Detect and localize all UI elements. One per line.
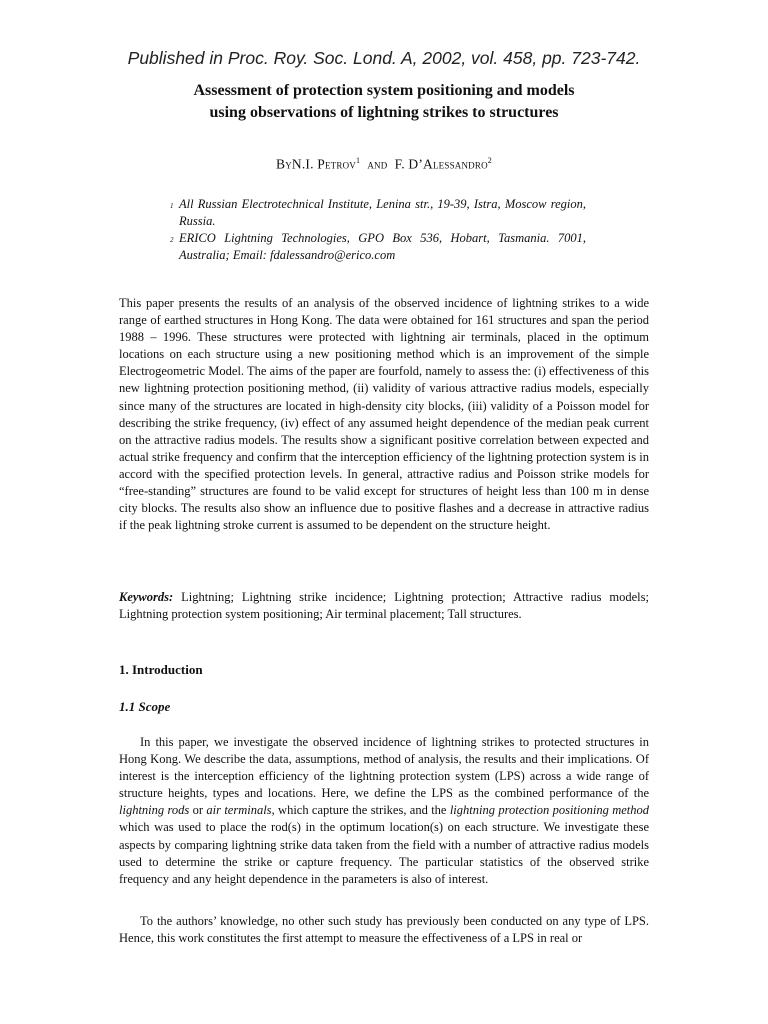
author-line <box>0 156 768 173</box>
by-label: By <box>276 156 292 172</box>
affiliation-2-text: ERICO Lightning Technologies, GPO Box 536, Hobart, Tasmania. 7001, Australia; Email: fdalessandro@erico.com <box>179 231 586 262</box>
abstract: This paper presents the results of an analysis of the observed incidence of lightning strikes to a wide range of earthed structures in Hong Kong. The data were obtained for 161 structures and span the period 1988 – 1996. These structures were protected with lightning air terminals, placed in the optimum locations on each structure using a new positioning method which is an improvement of the simple Electrogeometric Model. The aims of the paper are fourfold, namely to assess the: (i) effectiveness of this new lightning protection positioning method, (ii) validity of various attractive radius models, especially since many of the structures are located in high-density city blocks, (iii) validity of a Poisson model for describing the strike frequency, (iv) effect of any assumed height dependence of the median peak current on the attractive radius models. The results show a significant positive correlation between expected and actual strike frequency and confirm that the interception efficiency of the lightning protection system is in accord with the specified protection levels. In general, attractive radius and Poisson strike models for “free-standing” structures are found to be valid except for structures of height less than 100 m in dense city blocks. The results also show an influence due to positive flashes and a decrease in attractive radius if the peak lightning stroke current is assumed to be dependent on the structure height. <box>119 296 649 533</box>
section-heading: 1. Introduction <box>119 662 203 677</box>
and-label: and <box>367 156 388 172</box>
author-2: F. D’Alessandro <box>394 156 488 172</box>
affiliation-2-mark: 2 <box>170 236 174 244</box>
publication-note: Published in Proc. Roy. Soc. Lond. A, 2002, vol. 458, pp. 723-742. <box>127 48 641 68</box>
affiliation-1-text: All Russian Electrotechnical Institute, Lenina str., 19-39, Istra, Moscow region, Russia. <box>179 197 586 228</box>
subsection-heading: 1.1 Scope <box>119 699 171 714</box>
keywords <box>119 589 649 623</box>
title-line-1: Assessment of protection system positioning and models <box>193 82 575 99</box>
intro-text-d: which was used to place the rod(s) in the optimum location(s) on each structure. We investigate these aspects by comparing lightning strike data taken from the field with a number of attractive radius models used to determine the strike or capture frequency. The particular statistics of the observed strike frequency and any height dependence in the parameters is also of interest. <box>119 820 649 886</box>
intro-em-positioning-method: lightning protection positioning method <box>449 803 649 818</box>
keywords-text: Lightning; Lightning strike incidence; Lightning protection; Attractive radius models; Lightning protection system positioning; Air terminal placement; Tall structures. <box>119 590 649 622</box>
author-2-mark: 2 <box>487 156 492 165</box>
intro-paragraph-2: To the authors’ knowledge, no other such study has previously been conducted on any type of LPS. Hence, this work constitutes the first attempt to measure the effectiveness of a LPS in real or <box>119 914 649 946</box>
title-line-2: using observations of lightning strikes to structures <box>209 104 559 121</box>
intro-text-b: or <box>189 803 207 818</box>
intro-paragraph-1 <box>119 734 649 888</box>
intro-text-c: , which capture the strikes, and the <box>271 803 450 818</box>
affiliation-1-mark: 1 <box>170 202 174 210</box>
intro-em-lightning-rods: lightning rods <box>119 803 190 818</box>
keywords-label: Keywords: <box>119 590 174 604</box>
affiliation-1 <box>170 196 586 230</box>
author-1-mark: 1 <box>355 156 361 165</box>
paper-title <box>0 80 768 124</box>
affiliation-2 <box>170 230 586 264</box>
intro-text-a: In this paper, we investigate the observed incidence of lightning strikes to protected structures in Hong Kong. We describe the data, assumptions, method of analysis, the results and their implications. Of interest is the interception efficiency of the lightning protection system (LPS) across a wide range of structure heights, types and locations. Here, we define the LPS as the combined performance of the <box>119 735 649 801</box>
intro-em-air-terminals: air terminals <box>206 803 272 818</box>
author-1: N.I. Petrov <box>291 156 356 172</box>
